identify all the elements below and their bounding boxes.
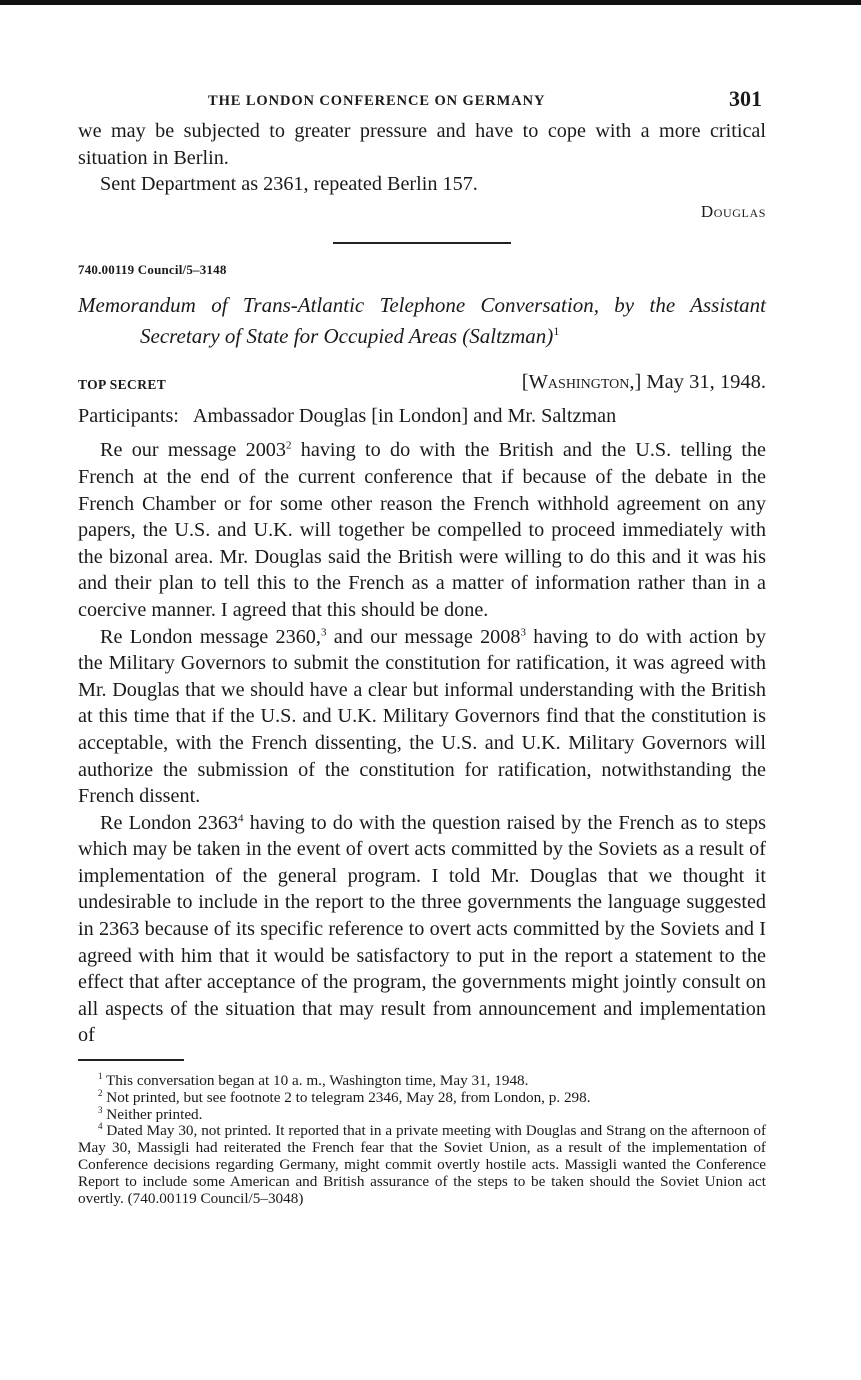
participants (78, 403, 766, 430)
running-title: THE LONDON CONFERENCE ON GERMANY (208, 93, 546, 109)
footnote-mark: 3 (98, 1104, 103, 1115)
footnote-2 (78, 1087, 766, 1107)
footnote-1 (78, 1070, 766, 1090)
paragraph-text: and our message 2008 (326, 625, 521, 648)
footnote-text: Neither printed. (106, 1105, 203, 1123)
continuation-block (78, 118, 766, 198)
footnote-3 (78, 1104, 766, 1124)
paragraph-text: having to do with the British and the U.S. telling the French at the end of the current conference that if because of the debate in the French Chamber or for some other reason the French withhold agreement on any papers, the U.S. and U.K. will together be compelled to proceed immediately with the bizonal area. Mr. Douglas said the British were willing to do this and it was his and their plan to tell this to the French as a matter of information rather than in a coercive manner. I agreed that this should be done. (78, 439, 766, 621)
footnote-mark: 2 (98, 1087, 103, 1098)
footnote-ref: 3 (320, 625, 327, 638)
dateline-date: May 31, 1948. (646, 370, 766, 393)
section-separator (333, 242, 511, 244)
footnote-ref: 4 (238, 811, 244, 824)
footnote-ref: 3 (520, 625, 526, 638)
footnotes (78, 1070, 766, 1207)
footnote-text: Dated May 30, not printed. It reported that in a private meeting with Douglas and Strang on the afternoon of May 30, Massigli had reiterated the French fear that the Soviet Union, as a result of the implementation of Conference decisions regarding Germany, might commit overtly hostile acts. Massigli wanted the Conference Report to include some American and British assurance of the steps to be taken should the Soviet Union act overtly. (740.00119 Council/5–3048) (78, 1122, 766, 1207)
file-number: 740.00119 Council/5–3148 (78, 261, 227, 277)
paragraph-text: having to do with action by the Military Governors to submit the constitution for ratification, it was agreed with Mr. Douglas that we should have a clear but informal understanding with the British at this time that if the U.S. and U.K. Military Governors find that the constitution is acceptable, with the French dissenting, the U.S. and U.K. Military Governors will authorize the submission of the constitution for ratification, notwithstanding the French dissent. (78, 625, 766, 808)
footnote-text: This conversation began at 10 a. m., Washington time, May 31, 1948. (106, 1072, 529, 1090)
participants-label: Participants: (78, 404, 179, 427)
memorandum-body (78, 437, 766, 1049)
paragraph-text: Re London message 2360, (100, 625, 321, 648)
paragraph-text: Re London 2363 (100, 811, 239, 834)
footnote-4 (78, 1123, 766, 1207)
sent-line: Sent Department as 2361, repeated Berlin 157. (100, 173, 478, 196)
continuation-text: we may be subjected to greater pressure and have to cope with a more critical situation in Berlin. (78, 120, 766, 169)
running-head (78, 84, 766, 114)
body-paragraph-1 (78, 437, 766, 623)
paragraph-text: Re our message 2003 (100, 439, 286, 462)
paragraph-text: having to do with the question raised by the French as to steps which may be taken in the event of overt acts committed by the Soviets as a result of implementation of the general program. I told Mr. Douglas that we thought it undesirable to include in the report to the three governments the language suggested in 2363 because of its specific reference to overt acts committed by the Soviets and I agreed with him that it would be satisfactory to put in the report a statement to the effect that after acceptance of the program, the governments might jointly consult on all aspects of the situation that may result from announcement and implementation of (78, 811, 766, 1047)
footnote-mark: 4 (98, 1121, 103, 1132)
page-top-edge (0, 0, 861, 5)
signature: Douglas (700, 201, 766, 221)
document-title (78, 292, 766, 349)
body-paragraph-2 (78, 624, 766, 810)
dateline-place: [Washington,] (521, 370, 642, 393)
document-page (78, 84, 766, 1207)
title-footnote-mark: 1 (553, 323, 560, 338)
dateline (522, 371, 766, 394)
classification: TOP SECRET (78, 376, 167, 392)
body-paragraph-3 (78, 810, 766, 1049)
document-title-text: Memorandum of Trans-Atlantic Telephone Conversation, by the Assistant Secretary of State for Occupied Areas (Saltzman) (78, 292, 766, 348)
footnote-mark: 1 (98, 1070, 103, 1081)
footnote-text: Not printed, but see footnote 2 to telegram 2346, May 28, from London, p. 298. (106, 1088, 591, 1106)
dateline-row (78, 371, 766, 397)
footnote-ref: 2 (285, 439, 292, 452)
page-number: 301 (729, 86, 762, 111)
participants-value: Ambassador Douglas [in London] and Mr. Saltzman (192, 404, 617, 427)
footnote-rule (78, 1059, 184, 1061)
